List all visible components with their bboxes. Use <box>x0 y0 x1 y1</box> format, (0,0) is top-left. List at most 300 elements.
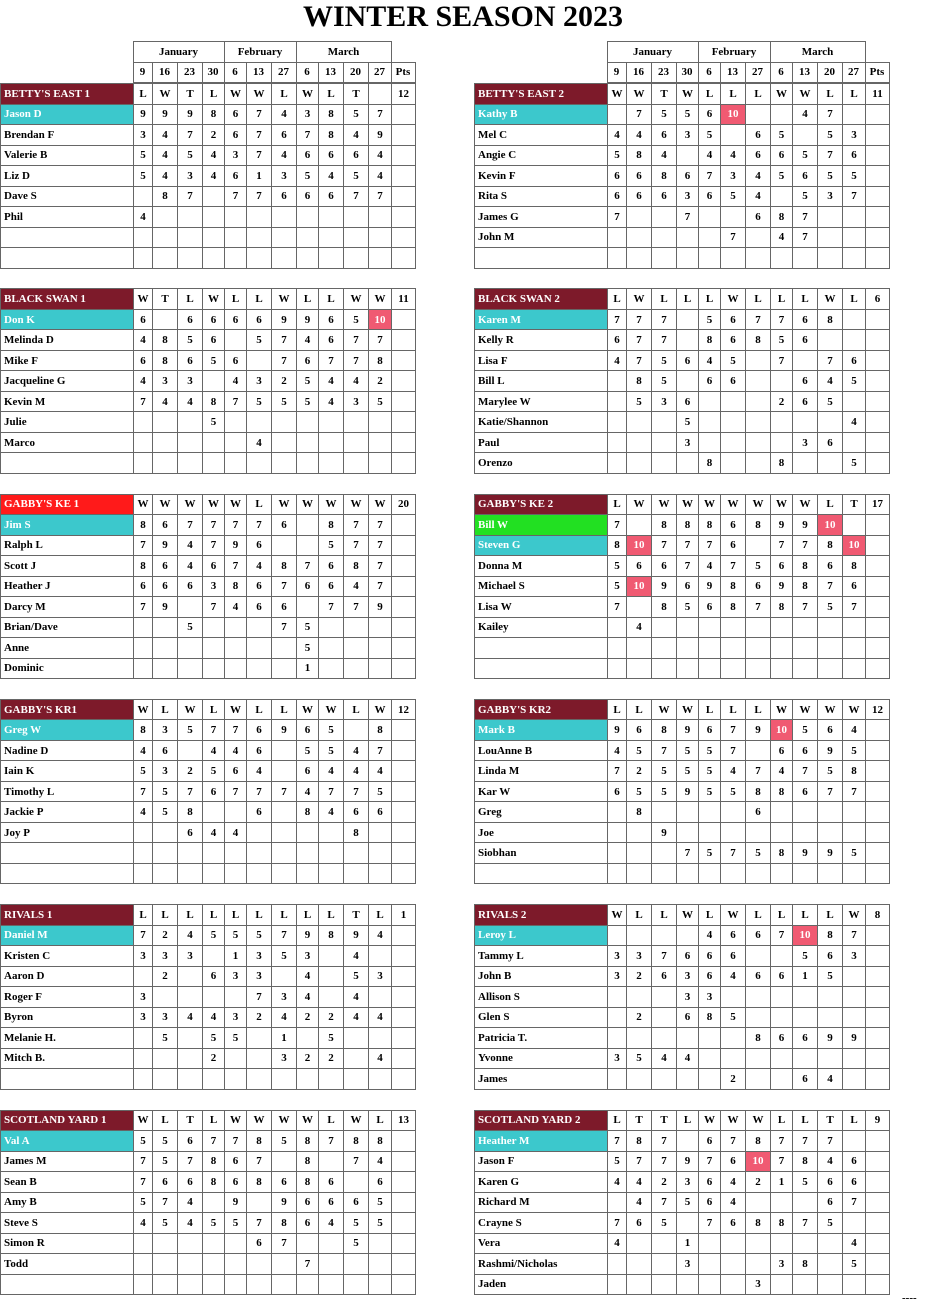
score-cell: 6 <box>203 309 225 330</box>
score-cell: 5 <box>652 350 677 371</box>
score-cell <box>677 658 699 679</box>
score-cell <box>843 1048 866 1069</box>
result-cell: L <box>297 905 319 926</box>
result-cell: L <box>746 84 771 105</box>
result-cell: W <box>225 84 247 105</box>
score-cell: 7 <box>721 720 746 741</box>
score-cell: 3 <box>225 966 247 987</box>
score-cell: 4 <box>134 330 153 351</box>
score-cell: 4 <box>721 145 746 166</box>
score-cell: 3 <box>843 125 866 146</box>
score-cell: 5 <box>297 391 319 412</box>
score-cell <box>608 1274 627 1295</box>
score-cell: 4 <box>627 1192 652 1213</box>
score-cell <box>771 432 793 453</box>
score-cell: 6 <box>225 350 247 371</box>
score-cell: 9 <box>818 843 843 864</box>
score-cell: 4 <box>369 925 392 946</box>
score-cell: 6 <box>771 966 793 987</box>
score-cell: 9 <box>677 720 699 741</box>
team-points: 11 <box>392 289 416 310</box>
player-row <box>475 227 890 248</box>
score-cell <box>652 1069 677 1090</box>
player-name: Mel C <box>475 125 608 146</box>
pts-cell <box>866 617 890 638</box>
score-cell <box>652 1028 677 1049</box>
score-cell: 3 <box>134 125 153 146</box>
score-cell <box>627 822 652 843</box>
score-cell: 7 <box>721 227 746 248</box>
score-cell: 6 <box>721 946 746 967</box>
pts-cell <box>392 597 416 618</box>
score-cell <box>677 227 699 248</box>
pts-cell <box>866 556 890 577</box>
date-cell: 30 <box>676 62 698 83</box>
player-row <box>1 1233 416 1254</box>
score-cell: 7 <box>652 1192 677 1213</box>
score-cell: 7 <box>134 781 153 802</box>
player-row <box>1 535 416 556</box>
score-cell: 8 <box>771 597 793 618</box>
score-cell: 5 <box>344 1233 369 1254</box>
score-cell: 6 <box>178 1172 203 1193</box>
result-cell: W <box>178 494 203 515</box>
score-cell <box>746 638 771 659</box>
player-name: Karen G <box>475 1172 608 1193</box>
player-name <box>1 453 134 474</box>
score-cell: 7 <box>225 556 247 577</box>
score-cell: 6 <box>627 1213 652 1234</box>
score-cell <box>793 248 818 269</box>
score-cell <box>721 412 746 433</box>
pts-cell <box>392 761 416 782</box>
score-cell: 5 <box>627 740 652 761</box>
score-cell: 6 <box>818 432 843 453</box>
player-row <box>1 125 416 146</box>
team-table <box>474 83 890 269</box>
score-cell: 4 <box>721 966 746 987</box>
score-cell <box>203 248 225 269</box>
score-cell: 7 <box>793 1131 818 1152</box>
score-cell: 2 <box>369 371 392 392</box>
player-name: Allison S <box>475 987 608 1008</box>
score-cell <box>247 1069 272 1090</box>
player-name: Aaron D <box>1 966 134 987</box>
score-cell <box>818 207 843 228</box>
score-cell: 6 <box>818 946 843 967</box>
month-header: February <box>698 42 770 63</box>
pts-cell <box>392 658 416 679</box>
score-cell: 6 <box>344 145 369 166</box>
player-row <box>475 104 890 125</box>
result-cell: W <box>297 84 319 105</box>
team-header-row <box>475 905 890 926</box>
score-cell: 5 <box>793 186 818 207</box>
score-cell: 4 <box>178 925 203 946</box>
score-cell: 5 <box>247 925 272 946</box>
score-cell: 4 <box>225 740 247 761</box>
result-cell: W <box>134 494 153 515</box>
player-name: Don K <box>1 309 134 330</box>
player-name: Paul <box>475 432 608 453</box>
score-cell <box>818 227 843 248</box>
score-cell <box>721 1254 746 1275</box>
score-cell: 10 <box>627 576 652 597</box>
result-cell: L <box>153 905 178 926</box>
score-cell <box>344 658 369 679</box>
score-cell <box>247 227 272 248</box>
pts-cell <box>392 966 416 987</box>
score-cell: 6 <box>699 720 721 741</box>
score-cell: 3 <box>297 104 319 125</box>
score-cell: 8 <box>369 350 392 371</box>
player-row <box>475 1131 890 1152</box>
score-cell <box>203 843 225 864</box>
pts-cell <box>866 145 890 166</box>
score-cell: 8 <box>153 186 178 207</box>
score-cell: 4 <box>203 166 225 187</box>
player-row <box>1 1151 416 1172</box>
team-name: RIVALS 1 <box>1 905 134 926</box>
player-row <box>1 1172 416 1193</box>
score-cell: 9 <box>153 535 178 556</box>
score-cell: 6 <box>225 761 247 782</box>
score-cell <box>652 412 677 433</box>
score-cell <box>793 987 818 1008</box>
date-cell: 30 <box>202 62 224 83</box>
score-cell: 3 <box>272 987 297 1008</box>
score-cell: 8 <box>134 720 153 741</box>
score-cell: 5 <box>843 371 866 392</box>
player-row <box>475 658 890 679</box>
score-cell: 8 <box>699 330 721 351</box>
score-cell: 7 <box>272 576 297 597</box>
score-cell <box>134 186 153 207</box>
score-cell <box>652 843 677 864</box>
score-cell <box>369 617 392 638</box>
score-cell: 6 <box>818 720 843 741</box>
score-cell <box>771 946 793 967</box>
score-cell <box>203 432 225 453</box>
score-cell <box>297 1069 319 1090</box>
pts-cell <box>866 330 890 351</box>
result-cell: W <box>272 289 297 310</box>
score-cell: 7 <box>134 925 153 946</box>
score-cell <box>818 822 843 843</box>
score-cell <box>721 1048 746 1069</box>
score-cell <box>297 1274 319 1295</box>
result-cell: W <box>203 289 225 310</box>
score-cell <box>627 1274 652 1295</box>
pts-cell <box>866 166 890 187</box>
score-cell <box>746 987 771 1008</box>
score-cell: 5 <box>153 802 178 823</box>
score-cell: 7 <box>319 350 344 371</box>
result-cell: L <box>608 289 627 310</box>
score-cell: 7 <box>652 330 677 351</box>
score-cell <box>178 740 203 761</box>
pts-cell <box>866 638 890 659</box>
score-cell: 4 <box>319 802 344 823</box>
score-cell: 6 <box>225 1172 247 1193</box>
player-name: Iain K <box>1 761 134 782</box>
score-cell <box>297 432 319 453</box>
player-row <box>475 925 890 946</box>
score-cell: 7 <box>627 330 652 351</box>
team-header-row <box>475 1110 890 1131</box>
score-cell: 7 <box>272 330 297 351</box>
score-cell: 6 <box>721 535 746 556</box>
score-cell: 7 <box>627 350 652 371</box>
score-cell: 3 <box>225 1007 247 1028</box>
result-cell: W <box>771 84 793 105</box>
score-cell <box>319 966 344 987</box>
score-cell <box>153 1274 178 1295</box>
pts-cell <box>866 412 890 433</box>
pts-cell <box>866 802 890 823</box>
score-cell: 4 <box>203 822 225 843</box>
score-cell: 6 <box>153 1172 178 1193</box>
score-cell: 5 <box>793 720 818 741</box>
score-cell <box>272 822 297 843</box>
result-cell: L <box>247 905 272 926</box>
score-cell <box>319 248 344 269</box>
score-cell <box>818 412 843 433</box>
player-name: Dave S <box>1 186 134 207</box>
score-cell: 7 <box>652 535 677 556</box>
score-cell: 4 <box>344 987 369 1008</box>
score-cell: 6 <box>627 720 652 741</box>
result-cell: L <box>319 1110 344 1131</box>
pts-cell <box>392 802 416 823</box>
score-cell: 8 <box>793 1254 818 1275</box>
score-cell <box>771 1274 793 1295</box>
score-cell <box>272 863 297 884</box>
pts-cell <box>392 822 416 843</box>
player-name <box>1 1069 134 1090</box>
score-cell <box>319 843 344 864</box>
team-points: 12 <box>392 84 416 105</box>
player-row <box>1 658 416 679</box>
score-cell: 5 <box>721 350 746 371</box>
player-row <box>475 720 890 741</box>
score-cell <box>843 309 866 330</box>
score-cell <box>627 515 652 536</box>
score-cell: 6 <box>677 166 699 187</box>
score-cell <box>297 515 319 536</box>
result-cell: L <box>272 905 297 926</box>
player-row <box>1 1254 416 1275</box>
pts-cell <box>866 391 890 412</box>
score-cell: 8 <box>793 576 818 597</box>
player-row <box>1 453 416 474</box>
score-cell <box>225 453 247 474</box>
score-cell <box>272 843 297 864</box>
score-cell <box>721 391 746 412</box>
score-cell <box>843 802 866 823</box>
result-cell: W <box>247 1110 272 1131</box>
score-cell <box>793 412 818 433</box>
score-cell <box>627 207 652 228</box>
result-cell: L <box>178 289 203 310</box>
team-table <box>474 904 890 1090</box>
pts-cell <box>866 350 890 371</box>
score-cell: 4 <box>178 1007 203 1028</box>
score-cell <box>699 432 721 453</box>
score-cell <box>272 1274 297 1295</box>
score-cell: 7 <box>297 1254 319 1275</box>
score-cell: 5 <box>247 391 272 412</box>
score-cell: 2 <box>272 371 297 392</box>
score-cell <box>608 802 627 823</box>
score-cell <box>297 535 319 556</box>
score-cell <box>843 515 866 536</box>
score-cell: 6 <box>652 966 677 987</box>
score-cell <box>771 186 793 207</box>
score-cell: 5 <box>178 720 203 741</box>
score-cell: 3 <box>153 946 178 967</box>
score-cell: 7 <box>134 391 153 412</box>
player-name: Richard M <box>475 1192 608 1213</box>
score-cell: 8 <box>721 576 746 597</box>
result-cell: W <box>134 289 153 310</box>
pts-cell <box>392 371 416 392</box>
pts-cell <box>866 822 890 843</box>
score-cell: 7 <box>608 515 627 536</box>
score-cell <box>297 863 319 884</box>
score-cell: 4 <box>677 1048 699 1069</box>
score-cell <box>225 1069 247 1090</box>
score-cell: 7 <box>134 535 153 556</box>
score-cell <box>843 822 866 843</box>
player-name <box>475 658 608 679</box>
score-cell: 8 <box>247 1131 272 1152</box>
score-cell: 7 <box>721 740 746 761</box>
score-cell <box>608 371 627 392</box>
score-cell: 8 <box>746 515 771 536</box>
score-cell <box>319 432 344 453</box>
score-cell: 4 <box>344 576 369 597</box>
score-cell: 3 <box>677 987 699 1008</box>
score-cell: 5 <box>225 1213 247 1234</box>
score-cell: 8 <box>746 1131 771 1152</box>
score-cell: 4 <box>369 1151 392 1172</box>
score-cell: 7 <box>344 515 369 536</box>
header-spacer <box>474 62 607 83</box>
player-name: Linda M <box>475 761 608 782</box>
score-cell <box>677 925 699 946</box>
date-cell: 23 <box>177 62 202 83</box>
score-cell: 8 <box>297 1172 319 1193</box>
score-cell: 7 <box>319 597 344 618</box>
score-cell: 8 <box>746 1213 771 1234</box>
pts-cell <box>392 412 416 433</box>
score-cell: 6 <box>297 1213 319 1234</box>
score-cell: 8 <box>699 1007 721 1028</box>
score-cell: 6 <box>319 556 344 577</box>
score-cell: 6 <box>843 1151 866 1172</box>
score-cell: 7 <box>203 535 225 556</box>
player-name: Jim S <box>1 515 134 536</box>
score-cell <box>746 227 771 248</box>
score-cell: 7 <box>247 987 272 1008</box>
score-cell <box>843 330 866 351</box>
player-name: James M <box>1 1151 134 1172</box>
score-cell: 7 <box>178 515 203 536</box>
pts-cell <box>392 125 416 146</box>
score-cell: 7 <box>843 1192 866 1213</box>
score-cell: 2 <box>319 1048 344 1069</box>
score-cell: 5 <box>721 1007 746 1028</box>
score-cell <box>793 802 818 823</box>
date-cell: 27 <box>842 62 865 83</box>
score-cell: 7 <box>608 207 627 228</box>
score-cell: 5 <box>203 1028 225 1049</box>
score-cell: 6 <box>369 802 392 823</box>
date-cell: 13 <box>792 62 817 83</box>
score-cell: 6 <box>793 1028 818 1049</box>
score-cell: 4 <box>344 740 369 761</box>
score-cell <box>247 207 272 228</box>
score-cell <box>178 453 203 474</box>
score-cell <box>225 863 247 884</box>
team-name: GABBY'S KE 2 <box>475 494 608 515</box>
score-cell: 6 <box>746 576 771 597</box>
player-row <box>475 186 890 207</box>
player-row <box>1 207 416 228</box>
player-name: Marylee W <box>475 391 608 412</box>
score-cell: 7 <box>178 781 203 802</box>
score-cell <box>319 1254 344 1275</box>
player-row <box>1 925 416 946</box>
pts-cell <box>392 453 416 474</box>
result-cell: W <box>608 905 627 926</box>
player-name: Heather J <box>1 576 134 597</box>
score-cell: 3 <box>608 1048 627 1069</box>
score-cell: 6 <box>319 1172 344 1193</box>
score-cell <box>178 412 203 433</box>
score-cell <box>771 638 793 659</box>
date-cell: 13 <box>720 62 745 83</box>
pts-cell <box>866 1213 890 1234</box>
score-cell <box>272 638 297 659</box>
score-cell: 7 <box>627 104 652 125</box>
result-cell: W <box>369 699 392 720</box>
score-cell <box>225 638 247 659</box>
score-cell: 5 <box>134 761 153 782</box>
score-cell: 7 <box>699 166 721 187</box>
score-cell: 4 <box>818 1069 843 1090</box>
score-cell: 9 <box>699 576 721 597</box>
score-cell <box>699 412 721 433</box>
score-cell <box>272 966 297 987</box>
score-cell <box>369 248 392 269</box>
score-cell <box>843 1069 866 1090</box>
pts-cell <box>392 1151 416 1172</box>
score-cell: 5 <box>843 1254 866 1275</box>
score-cell <box>203 863 225 884</box>
score-cell <box>134 863 153 884</box>
result-cell: W <box>153 494 178 515</box>
score-cell: 5 <box>178 617 203 638</box>
score-cell <box>297 1028 319 1049</box>
result-cell: L <box>652 905 677 926</box>
score-cell <box>608 1028 627 1049</box>
pts-cell <box>866 125 890 146</box>
score-cell: 5 <box>178 330 203 351</box>
player-row <box>475 248 890 269</box>
score-cell: 8 <box>699 515 721 536</box>
